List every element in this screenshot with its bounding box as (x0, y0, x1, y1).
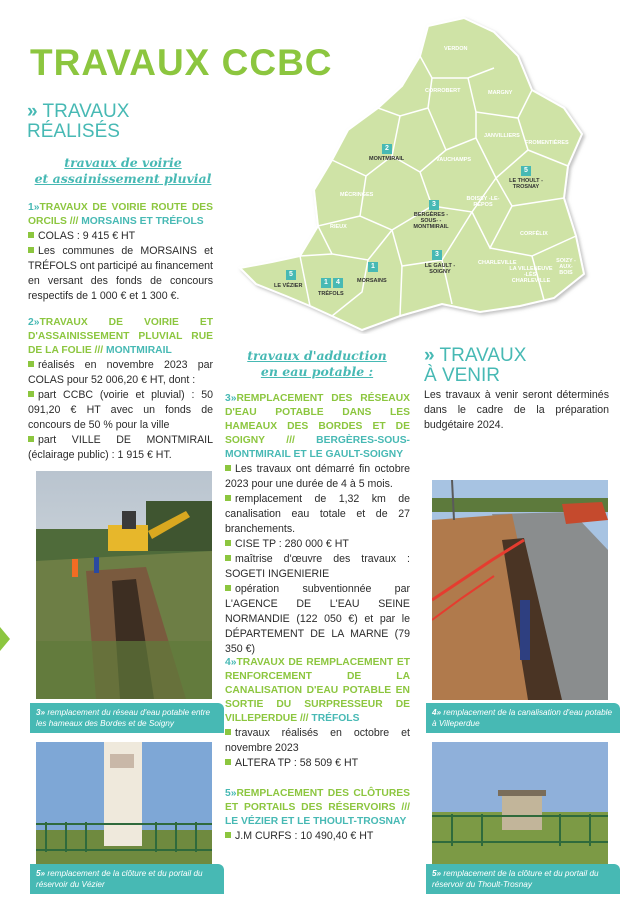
photo-reservoir-thoult-trosnay (432, 742, 608, 867)
map-label-thoult: LE THOULT -TROSNAY (509, 178, 543, 190)
item-5-number: 5» (225, 788, 237, 799)
item-3-place: BERGÈRES-SOUS-MONTMIRAIL ET LE GAULT-SOIGNY (225, 435, 410, 460)
item-2-bullet-2: part CCBC (voirie et pluvial) : 50 091,20 € HT avec un fonds de concours de 50 % pour la ville (28, 389, 213, 431)
map-label-vezier: LE VÉZIER (274, 283, 303, 289)
item-2-place: MONTMIRAIL (106, 345, 172, 356)
item-3-bullet-3: CISE TP : 280 000 € HT (225, 537, 410, 552)
caption-5-thoult: 5» remplacement de la clôture et du portail du réservoir du Thoult-Trosnay (426, 864, 620, 894)
section-venir-text: Les travaux à venir seront déterminés dans le cadre de la préparation budgétaire 2024. (424, 389, 609, 431)
section-venir-line2: À VENIR (424, 365, 501, 386)
item-5-place: LE VÉZIER ET LE THOULT-TROSNAY (225, 816, 407, 827)
map-label-boissy: BOISSY -LE-REPOS (466, 196, 500, 208)
page-title: TRAVAUX CCBC (30, 42, 333, 83)
map-badge-trefols-4: 4 (333, 278, 343, 288)
item-4 (225, 656, 410, 771)
map-label-rieux: RIEUX (330, 224, 347, 230)
map-label-charleville: CHARLEVILLE (478, 260, 517, 266)
item-4-title: TRAVAUX DE REMPLACEMENT ET RENFORCEMENT DE LA CANALISATION D'EAU POTABLE EN SORTIE DU SURPRESSEUR DE VILLEPERDUE /// (225, 657, 410, 724)
section-heading-venir: » TRAVAUX À VENIR (424, 345, 527, 386)
item-5-title: REMPLACEMENT DES CLÔTURES ET PORTAILS DES RÉSERVOIRS /// (225, 788, 410, 813)
subtitle-voirie-line1: travaux de voirie (64, 155, 182, 170)
item-1-heading (28, 201, 213, 229)
page-marker-triangle (0, 627, 10, 651)
item-5 (225, 787, 410, 844)
map-badge-trefols-1: 1 (321, 278, 331, 288)
map-label-margny: MARGNY (488, 90, 513, 96)
item-1-number: 1» (28, 202, 40, 213)
photo-trench-bordes-soigny (36, 471, 212, 699)
item-2-heading (28, 316, 213, 358)
item-5-bullet-1: J.M CURFS : 10 490,40 € HT (225, 829, 410, 844)
item-3-number: 3» (225, 393, 237, 404)
map-badge-thoult: 5 (521, 166, 531, 176)
item-4-number: 4» (225, 657, 237, 668)
map-badge-morsains: 1 (368, 262, 378, 272)
map-label-mecringes: MÉCRINGES (340, 192, 374, 198)
item-2-bullet-3: part VILLE DE MONTMIRAIL (éclairage public) : 1 915 € HT. (28, 434, 213, 461)
photo-reservoir-vezier (36, 742, 212, 867)
item-1-bullet-1: COLAS : 9 415 € HT (28, 229, 213, 244)
map-label-morsains: MORSAINS (357, 278, 387, 284)
subtitle-adduction (222, 348, 412, 380)
subtitle-adduction-line2: en eau potable : (260, 364, 374, 379)
item-3-bullet-5: opération subventionnée par L'AGENCE DE L'EAU SEINE NORMANDIE (122 050 €) et par le DÉPARTEMENT DE LA MARNE (79 350 €) (225, 583, 410, 655)
photo-canalisation-villeperdue (432, 480, 608, 700)
item-1-title: TRAVAUX DE VOIRIE ROUTE DES ORCILS /// (28, 202, 213, 227)
item-2-number: 2» (28, 317, 40, 328)
item-3-bullet-2: remplacement de 1,32 km de canalisation eau totale et de 27 branchements. (225, 493, 410, 535)
map-label-villeneuve: LA VILLENEUVE -LÈS-CHARLEVILLE (509, 266, 553, 284)
item-2 (28, 316, 213, 463)
item-2-title: TRAVAUX DE VOIRIE ET D'ASSAINISSEMENT PLUVIAL RUE DE LA FOLIE /// (28, 317, 213, 356)
caption-3: 3» remplacement du réseau d'eau potable entre les hameaux des Bordes et de Soigny (30, 703, 224, 733)
map-label-corrobert: CORROBERT (425, 88, 461, 94)
section-venir-line1: TRAVAUX (439, 345, 527, 366)
caption-4: 4» remplacement de la canalisation d'eau potable à Villeperdue (426, 703, 620, 733)
item-4-heading (225, 656, 410, 726)
item-4-place: TRÉFOLS (311, 713, 360, 724)
map-badge-montmirail: 2 (382, 144, 392, 154)
item-4-bullet-2: ALTERA TP : 58 509 € HT (225, 756, 410, 771)
map-label-janvilliers: JANVILLIERS (484, 133, 520, 139)
item-2-bullet-1: réalisés en novembre 2023 par COLAS pour 52 006,20 € HT, dont : (28, 359, 213, 386)
item-3-heading (225, 392, 410, 462)
section-heading-realises: » TRAVAUX RÉALISÉS (27, 101, 130, 142)
map-label-verdon: VERDON (444, 46, 468, 52)
item-4-bullet-1: travaux réalisés en octobre et novembre 2023 (225, 727, 410, 754)
map-label-bergeres: BERGÈRES -SOUS- -MONTMIRAIL (413, 212, 449, 230)
item-3-title: REMPLACEMENT DES RÉSEAUX D'EAU POTABLE DANS LES HAMEAUX DES BORDES ET DE SOIGNY /// (225, 393, 410, 446)
map-badge-bergeres: 3 (429, 200, 439, 210)
item-3-bullet-1: Les travaux ont démarré fin octobre 2023 pour une durée de 4 à 5 mois. (225, 463, 410, 490)
section-realises-line2: RÉALISÉS (27, 121, 120, 142)
subtitle-voirie-line2: et assainissement pluvial (34, 171, 212, 186)
section-realises-line1: TRAVAUX (42, 101, 130, 122)
item-3-bullet-4: maîtrise d'œuvre des travaux : SOGETI INGENIERIE (225, 553, 410, 580)
map-label-soizy: SOIZY -AUX-BOIS (556, 258, 576, 276)
item-1-bullet-2: Les communes de MORSAINS et TRÉFOLS ont participé au financement en versant des fonds de concours respectifs de 1 000 € et 1 300 €. (28, 245, 213, 302)
item-3 (225, 392, 410, 657)
caption-5-vezier: 5» remplacement de la clôture et du portail du réservoir du Vézier (30, 864, 224, 894)
map-badge-gault: 3 (432, 250, 442, 260)
map-label-fromentieres: FROMENTIÈRES (525, 140, 569, 146)
map-label-gault: LE GAULT -SOIGNY (424, 263, 456, 275)
item-1-place: MORSAINS ET TRÉFOLS (81, 216, 204, 227)
map-label-montmirail: MONTMIRAIL (369, 156, 405, 162)
subtitle-adduction-line1: travaux d'adduction (247, 348, 387, 363)
item-5-heading (225, 787, 410, 829)
map-label-corfelix: CORFÉLIX (520, 231, 548, 237)
map-label-vauchamps: VAUCHAMPS (436, 157, 472, 163)
map-label-trefols: TRÉFOLS (318, 291, 344, 297)
subtitle-voirie (28, 155, 218, 187)
map-badge-vezier: 5 (286, 270, 296, 280)
item-1 (28, 201, 213, 304)
